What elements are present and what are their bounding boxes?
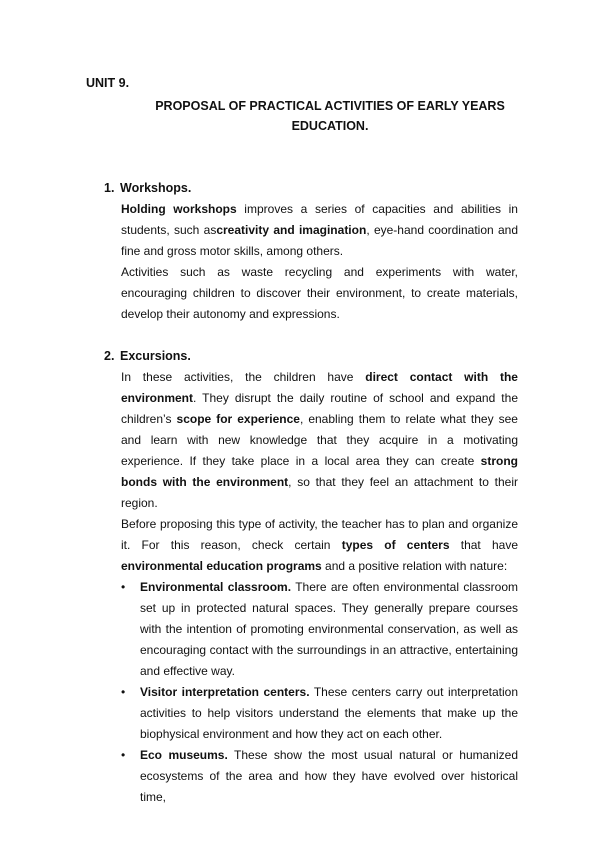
text-run: . They disrupt the daily routine of school and expand the children’s: [121, 391, 518, 426]
list-item-text: These show the most usual natural or humanized ecosystems of the area and how they have evolved over historical time,: [140, 748, 518, 804]
text-run: Before proposing this type of activity, the teacher has to plan and organize it. For this reason, check certain: [121, 517, 518, 552]
section-number: 1.: [104, 181, 115, 195]
text-run: direct contact with the environment: [121, 370, 518, 405]
text-run: creativity and imagination: [216, 223, 367, 237]
paragraph-excursions-1: [121, 367, 518, 514]
text-run: , enabling them to relate what they see and learn with new knowledge that they acquire in a motivating experience. If they take place in a local area they can create: [121, 412, 518, 468]
list-item-text: There are often environmental classroom set up in protected natural spaces. They generally prepare courses with the intention of promoting environmental conservation, as well as encouraging contact with the surroundings in an attractive, entertaining and effective way.: [140, 580, 519, 678]
bullet-icon: •: [121, 580, 126, 594]
text-run: scope for experience: [176, 412, 300, 426]
text-run: improves a series of capacities and abilities in students, such as: [121, 202, 518, 237]
bullet-icon: •: [121, 685, 126, 699]
center-types-list: [121, 577, 518, 808]
text-run: Holding workshops: [121, 202, 237, 216]
section-number: 2.: [104, 349, 115, 363]
section-workshops: [104, 178, 518, 325]
text-run: strong bonds with the environment: [121, 454, 518, 489]
text-run: , eye-hand coordination and fine and gross motor skills, among others.: [121, 223, 518, 258]
text-run: types of centers: [341, 538, 450, 552]
section-title: Excursions.: [120, 349, 191, 363]
section-excursions: [104, 346, 518, 808]
text-run: environmental education programs: [121, 559, 322, 573]
title-line-2: EDUCATION.: [291, 119, 369, 133]
list-item: [121, 577, 518, 682]
paragraph-workshops-1: [121, 199, 518, 262]
text-run: , so that they feel an attachment to their region.: [121, 475, 518, 510]
text-run: and a positive relation with nature:: [321, 559, 508, 573]
list-item: [121, 745, 518, 808]
bullet-icon: •: [121, 748, 126, 762]
paragraph-excursions-2: [121, 514, 518, 577]
section-heading: [104, 178, 518, 199]
list-item-title: Visitor interpretation centers.: [140, 685, 310, 699]
section-heading: [104, 346, 518, 367]
list-item-title: Environmental classroom.: [140, 580, 292, 594]
page-title: [60, 96, 600, 136]
list-item: [121, 682, 518, 745]
list-item-title: Eco museums.: [140, 748, 228, 762]
text-run: that have: [449, 538, 518, 552]
text-run: In these activities, the children have: [121, 370, 366, 384]
unit-label: UNIT 9.: [86, 76, 130, 90]
section-title: Workshops.: [120, 181, 192, 195]
list-item-text: These centers carry out interpretation activities to help visitors understand the elements that make up the biophysical environment and how they act on each other.: [140, 685, 519, 741]
paragraph-workshops-2: Activities such as waste recycling and experiments with water, encouraging children to discover their environment, to create materials, develop their autonomy and expressions.: [121, 265, 518, 321]
title-line-1: PROPOSAL OF PRACTICAL ACTIVITIES OF EARLY YEARS: [155, 99, 505, 113]
